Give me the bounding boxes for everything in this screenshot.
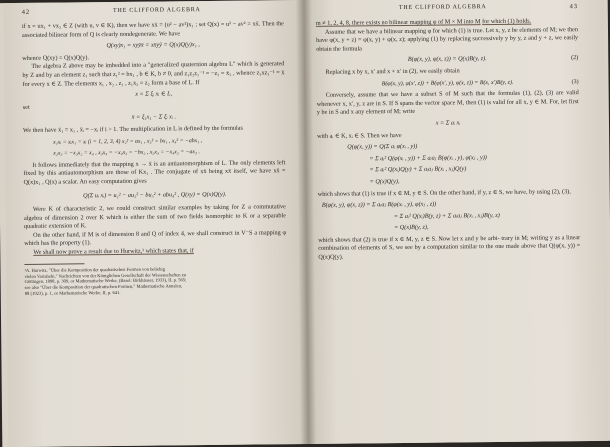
text-line: if x = ux₁ + vx₂ ∈ Z (with u, v ∈ K), then we have xx̄ = (u² − av²)x₁ ; set Q(x) = u² − av² = xx̄. Then the associated bilinear form of Q is clearly nondegenerate. We have <box>21 20 284 39</box>
left-running-head <box>22 6 284 16</box>
text-line: m ≠ 1, 2, 4, 8, there exists no bilinear mapping φ of M × M into M for which (1) holds. <box>315 17 532 27</box>
footnote-rule <box>24 263 84 265</box>
equation: B(φ(x, y), φ(x, z)) = Σ aᵢaⱼ B(φ(xᵢ , y), φ(xⱼ , z)) <box>321 200 437 209</box>
right-page-number: 43 <box>569 3 578 11</box>
right-page <box>304 0 609 444</box>
equation: Q(xy)x₁ = xyȳx̄ = xx̄yȳ = Q(x)Q(y)x₁ , <box>106 41 200 50</box>
paragraph: It follows immediately that the mapping x → x̄ is an antiautomorphism of L. The only elements left fixed by this antiautomorphism are those of Kx₁ . The conjugate of xx̄ being xx̄ itself, we have xx̄ = Q(x)x₁ , Q(x) a scalar. An easy computation gives <box>23 158 286 186</box>
equation: = Q(x)Q(y), <box>369 177 400 186</box>
paragraph: Assume that we have a bilinear mapping φ for which (1) is true. Let x, y, z be elements of M; we then have φ(x, y + z) = φ(x, y) + φ(x, z); applying (1) by replacing successively y by y, z and y + z, we easily obtain the formula <box>316 25 579 53</box>
equation: Q(φ(x, y)) = Q(Σ aᵢ φ(xᵢ , y)) <box>347 142 418 151</box>
paragraph: which shows that (2) is true if x ∈ M, y, z ∈ S. Now let x and y be arbi- trary in M; writing y as a linear combination of elements of S, we see by a computation similar to the one made above that Q(φ(x, y)) = Q(x)Q(y). <box>318 233 581 261</box>
equation: x̄ = ξ₁x₁ − Σ ξᵢ xᵢ . <box>131 113 177 122</box>
text-line: We shall now prove a result due to Hurwitz,¹ which states that, if <box>33 247 194 256</box>
text-line: with aᵢ ∈ K, xᵢ ∈ S. Then we have <box>317 131 402 140</box>
equation: B(φ(x, y), φ(x′, z)) + B(φ(x′, y), φ(x, z)) = B(x, x′)B(y, z). (3) <box>381 78 579 87</box>
footnote: ¹A. Hurwitz, "Über die Komposition der quadratischen Formen von beliebig vielen Variabeln," Nachrichten von der Königlichen Gesellschaft der Wissenschaften zu Göttingen, 1898, p. 309, or Mathematische Werke, (Basel: Birkhäuser, 1933), II, p. 565; see also "Über die Komposition der quadratischen Formen," Mathematische Annalen, 88 (1923), p. 1, or Mathematische Werke, II, p. 641. <box>24 266 187 297</box>
equation: x₁xᵢ = xᵢx₁ = xᵢ (i = 1, 2, 3, 4) x₂² = ax₁ , x₃² = bx₁ , x₄² = −abx₁ , <box>53 137 203 146</box>
right-running-head <box>316 3 578 13</box>
left-running-title: THE CLIFFORD ALGEBRA <box>112 7 201 14</box>
text-line: whence Q(xy) = Q(x)Q(y). <box>22 54 90 62</box>
paragraph: Were K of characteristic 2, we could construct similar examples by taking for Z a commutative algebra of dimension 2 over K which is either the sum of two fields isomorphic to K or a separable quadratic extension of K. <box>23 203 286 231</box>
text-line: set <box>22 103 30 111</box>
equation: = Σ aᵢ² Q(φ(xᵢ , y)) + Σ aᵢaⱼ B(φ(xᵢ , y), φ(xⱼ , y)) <box>369 153 487 163</box>
right-running-title: THE CLIFFORD ALGEBRA <box>398 4 487 12</box>
paragraph: which shows that (1) is true if x ∈ M, y ∈ S. On the other hand, if y, z ∈ S, we have, by using (2), (3), <box>317 187 571 198</box>
left-page-number: 42 <box>21 8 30 16</box>
equation-number: (2) <box>571 54 579 62</box>
paragraph: Conversely, assume that we have a subset S of M such that the formulas (1), (2), (3) are valid whenever x, x′, y, z are in S. If S spans the vector space M, then (1) is valid for all x, y ∈ M. For, let first y be in S and x any element of M; write <box>316 89 579 117</box>
paragraph: The algebra Z above may be imbedded into a "generalized quaternion algebra L" which is generated by Z and by an element z₁ such that z₁² = bx₁ , b ∈ K, b ≠ 0, and z₁z₂z₁⁻¹ = −z₂ = x̄₂ , whence z₁xz₁⁻¹ = x̄ for every x ∈ Z. The elements x₁ , x₂ , z₁ , z₁x₂ = z₂ form a base of L. If <box>22 60 285 88</box>
equation: x₂x₃ = −x₃x₂ = x₄ , x₃x₄ = −x₄x₃ = −bx₂ , x₂x₄ = −x₄x₂ = −ax₃ . <box>53 149 200 157</box>
equation: x = Σ aᵢ xᵢ <box>435 119 461 127</box>
equation: = Σ aᵢ² Q(xᵢ)B(y, z) + Σ aᵢaⱼ B(xᵢ , xⱼ)B(y, z) <box>393 211 500 220</box>
equation: x = Σ ξᵢ xᵢ ∈ L, <box>135 90 173 98</box>
paragraph: On the other hand, if M is of dimension 8 and Q of index 4, we shall construct in V⁻S a mapping φ which has the property (1). <box>24 229 287 248</box>
equation: Q(Σ uᵢ xᵢ) = u₁² − au₂² − bu₃² + abu₄² , Q(xy) = Q(x)Q(y). <box>83 190 227 199</box>
left-page <box>4 0 309 447</box>
equation: = Σ aᵢ² Q(xᵢ)Q(y) + Σ aᵢaⱼ B(xᵢ , xⱼ)Q(y) <box>369 165 467 174</box>
text-line: Replacing x by x, x′ and x + x′ in (2), we easily obtain <box>325 67 460 76</box>
equation-number: (3) <box>571 78 579 85</box>
right-page-body <box>316 17 581 262</box>
left-page-body <box>22 20 287 297</box>
equation: = Q(x)B(y, z), <box>394 223 429 232</box>
paragraph: We then have x̄₁ = x₁ , x̄ᵢ = −xᵢ if i > 1. The multiplication in L is defined by the formulas <box>22 124 243 134</box>
equation: B(φ(x, y), φ(x, z)) = Q(x)B(y, z). (2) <box>407 54 579 64</box>
